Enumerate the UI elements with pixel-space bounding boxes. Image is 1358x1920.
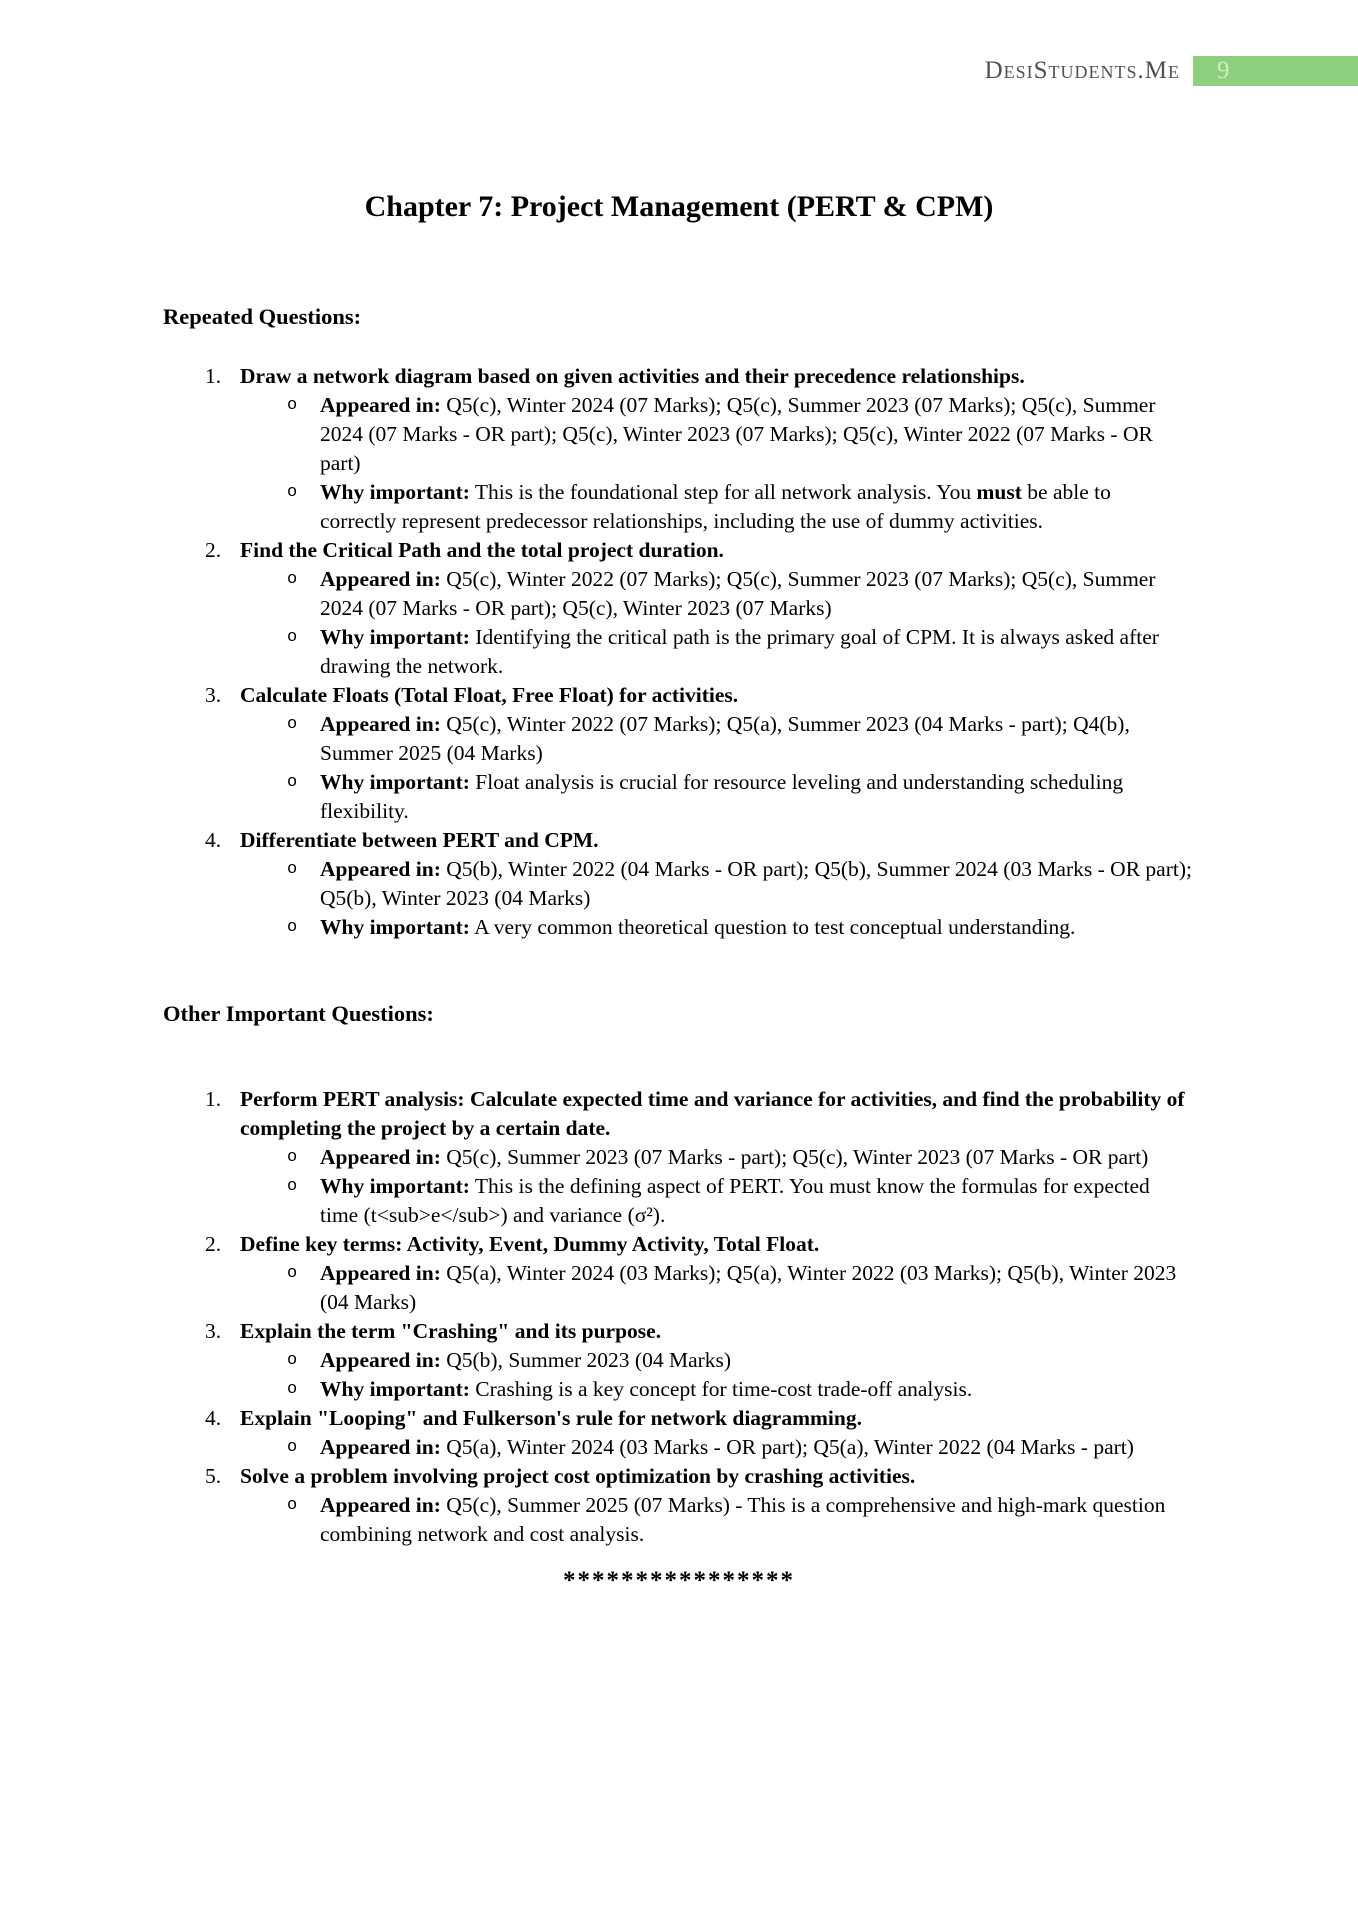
site-name: DesiStudents.Me (984, 57, 1180, 84)
question-number: 4. (205, 828, 222, 852)
question-item (163, 1230, 1192, 1317)
bold-segment: Why important: (320, 915, 470, 939)
question-item (163, 1404, 1192, 1462)
question-body (240, 681, 1192, 826)
question-number: 1. (205, 1087, 222, 1111)
bullet-text (320, 478, 1192, 536)
question-item (163, 1462, 1192, 1549)
question-body (240, 826, 1192, 942)
text-segment: Q5(c), Summer 2025 (07 Marks) - This is a comprehensive and high-mark question combining network and cost analysis. (320, 1493, 1166, 1546)
bullet-marker: o (287, 1264, 298, 1283)
question-title: Find the Critical Path and the total project duration. (240, 538, 724, 562)
question-list (163, 362, 1192, 942)
footer-separator: **************** (563, 1567, 795, 1594)
question-body (240, 362, 1192, 536)
text-segment: Q5(c), Winter 2024 (07 Marks); Q5(c), Summer 2023 (07 Marks); Q5(c), Summer 2024 (07 Marks - OR part); Q5(c), Winter 2023 (07 Marks); Q5(c), Winter 2022 (07 Marks - OR part) (320, 393, 1156, 475)
question-number: 4. (205, 1406, 222, 1430)
bullet-marker: o (287, 1438, 298, 1457)
bullet-item (240, 1375, 1192, 1404)
text-segment: Crashing is a key concept for time-cost trade-off analysis. (469, 1377, 973, 1401)
bullet-marker: o (287, 918, 298, 937)
text-segment: Q5(b), Winter 2022 (04 Marks - OR part); Q5(b), Summer 2024 (03 Marks - OR part); Q5(b), Winter 2023 (04 Marks) (320, 857, 1192, 910)
bullet-marker: o (287, 773, 298, 792)
text-segment: Q5(c), Summer 2023 (07 Marks - part); Q5(c), Winter 2023 (07 Marks - OR part) (440, 1145, 1149, 1169)
bullet-marker: o (287, 628, 298, 647)
bullet-marker: o (287, 483, 298, 502)
bullet-item (240, 710, 1192, 768)
question-number: 3. (205, 1319, 222, 1343)
bullet-marker: o (287, 715, 298, 734)
question-number: 2. (205, 1232, 222, 1256)
bullet-marker: o (287, 396, 298, 415)
bullet-item (240, 1491, 1192, 1549)
bullet-marker: o (287, 1380, 298, 1399)
text-segment: Q5(a), Winter 2024 (03 Marks - OR part); Q5(a), Winter 2022 (04 Marks - part) (440, 1435, 1134, 1459)
bold-segment: Appeared in: (320, 567, 441, 591)
question-body (240, 1230, 1192, 1317)
question-item (163, 826, 1192, 942)
bullet-text (320, 1433, 1192, 1462)
question-title: Solve a problem involving project cost optimization by crashing activities. (240, 1464, 916, 1488)
question-item (163, 1317, 1192, 1404)
question-body (240, 1317, 1192, 1404)
bold-segment: Appeared in: (320, 712, 441, 736)
bullet-item (240, 565, 1192, 623)
page-header (0, 0, 1358, 86)
bullet-text (320, 1259, 1192, 1317)
question-body (240, 1085, 1192, 1230)
bold-segment: must (976, 480, 1022, 504)
question-body (240, 1404, 1192, 1462)
bold-segment: Appeared in: (320, 1348, 441, 1372)
section (163, 999, 1192, 1549)
bullet-text (320, 1375, 1192, 1404)
bullet-item (240, 1259, 1192, 1317)
bullet-item (240, 623, 1192, 681)
bullet-text (320, 565, 1192, 623)
text-segment: A very common theoretical question to test conceptual understanding. (469, 915, 1076, 939)
text-segment: Q5(c), Winter 2022 (07 Marks); Q5(a), Summer 2023 (04 Marks - part); Q4(b), Summer 2025 (04 Marks) (320, 712, 1130, 765)
text-segment: Float analysis is crucial for resource leveling and understanding scheduling flexibility. (320, 770, 1124, 823)
bullet-marker: o (287, 1351, 298, 1370)
bullet-item (240, 391, 1192, 478)
bullet-item (240, 1433, 1192, 1462)
text-segment: Q5(b), Summer 2023 (04 Marks) (440, 1348, 732, 1372)
bold-segment: Appeared in: (320, 857, 441, 881)
bullet-item (240, 913, 1192, 942)
question-title: Explain "Looping" and Fulkerson's rule for network diagramming. (240, 1406, 862, 1430)
bold-segment: Appeared in: (320, 1261, 441, 1285)
page-number-badge: 9 (1193, 56, 1358, 86)
bullet-item (240, 768, 1192, 826)
bullet-item (240, 855, 1192, 913)
section (163, 302, 1192, 942)
bullet-text (320, 1172, 1192, 1230)
question-title: Perform PERT analysis: Calculate expected time and variance for activities, and find the probability of completing the project by a certain date. (240, 1087, 1185, 1140)
bullet-item (240, 1143, 1192, 1172)
question-item (163, 1085, 1192, 1230)
section-heading: Repeated Questions: (163, 304, 362, 329)
bullet-text (320, 1346, 1192, 1375)
bullet-text (320, 913, 1192, 942)
question-number: 1. (205, 364, 222, 388)
bullet-text (320, 1491, 1192, 1549)
question-title: Explain the term "Crashing" and its purpose. (240, 1319, 662, 1343)
bullet-item (240, 1346, 1192, 1375)
text-segment: Identifying the critical path is the primary goal of CPM. It is always asked after drawing the network. (320, 625, 1159, 678)
question-item (163, 536, 1192, 681)
bullet-text (320, 1143, 1192, 1172)
bullet-text (320, 391, 1192, 478)
content-sections (163, 302, 1192, 1549)
bullet-text (320, 768, 1192, 826)
bullet-item (240, 478, 1192, 536)
question-number: 5. (205, 1464, 222, 1488)
bold-segment: Appeared in: (320, 393, 441, 417)
question-number: 2. (205, 538, 222, 562)
bullet-text (320, 855, 1192, 913)
bold-segment: Appeared in: (320, 1435, 441, 1459)
question-item (163, 681, 1192, 826)
question-body (240, 536, 1192, 681)
question-list (163, 1085, 1192, 1549)
text-segment: be able to correctly represent predecessor relationships, including the use of dummy activities. (320, 480, 1111, 533)
bullet-marker: o (287, 1148, 298, 1167)
page-title: Chapter 7: Project Management (PERT & CPM) (364, 190, 994, 223)
bold-segment: Why important: (320, 1174, 470, 1198)
bullet-marker: o (287, 860, 298, 879)
text-segment: Q5(c), Winter 2022 (07 Marks); Q5(c), Summer 2023 (07 Marks); Q5(c), Summer 2024 (07 Marks - OR part); Q5(c), Winter 2023 (07 Marks) (320, 567, 1156, 620)
question-body (240, 1462, 1192, 1549)
bold-segment: Why important: (320, 480, 470, 504)
bullet-marker: o (287, 570, 298, 589)
text-segment: This is the defining aspect of PERT. You must know the formulas for expected time (t<sub>e</sub>) and variance (σ²). (320, 1174, 1150, 1227)
bold-segment: Why important: (320, 770, 470, 794)
bold-segment: Why important: (320, 625, 470, 649)
bullet-item (240, 1172, 1192, 1230)
question-title: Differentiate between PERT and CPM. (240, 828, 599, 852)
question-number: 3. (205, 683, 222, 707)
question-title: Calculate Floats (Total Float, Free Float) for activities. (240, 683, 739, 707)
text-segment: This is the foundational step for all network analysis. You (469, 480, 977, 504)
text-segment: Q5(a), Winter 2024 (03 Marks); Q5(a), Winter 2022 (03 Marks); Q5(b), Winter 2023 (04 Marks) (320, 1261, 1177, 1314)
bold-segment: Appeared in: (320, 1145, 441, 1169)
bullet-text (320, 710, 1192, 768)
question-item (163, 362, 1192, 536)
bullet-text (320, 623, 1192, 681)
bold-segment: Appeared in: (320, 1493, 441, 1517)
question-title: Draw a network diagram based on given activities and their precedence relationships. (240, 364, 1025, 388)
bullet-marker: o (287, 1177, 298, 1196)
question-title: Define key terms: Activity, Event, Dummy Activity, Total Float. (240, 1232, 820, 1256)
bullet-marker: o (287, 1496, 298, 1515)
section-heading: Other Important Questions: (163, 1001, 434, 1026)
bold-segment: Why important: (320, 1377, 470, 1401)
